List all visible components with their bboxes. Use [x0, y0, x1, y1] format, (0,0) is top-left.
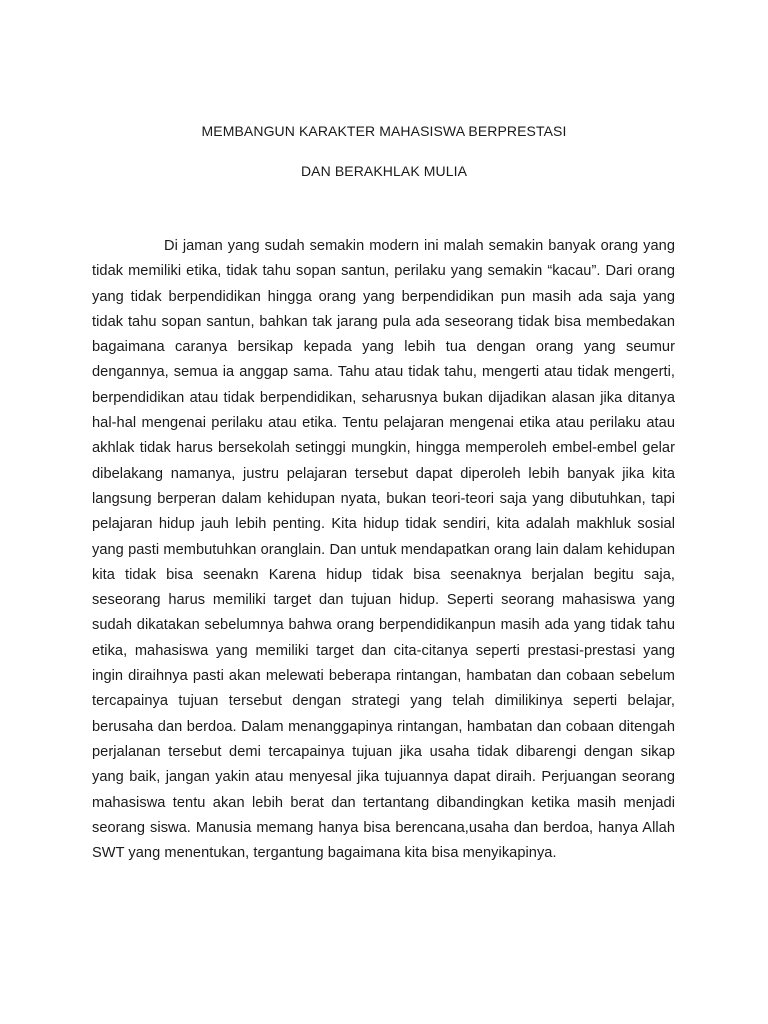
- document-title-line-1: MEMBANGUN KARAKTER MAHASISWA BERPRESTASI: [201, 123, 567, 139]
- document-title-line-2: DAN BERAKHLAK MULIA: [300, 163, 468, 179]
- body-paragraph: Di jaman yang sudah semakin modern ini malah semakin banyak orang yang tidak memiliki etika, tidak tahu sopan santun, perilaku yang semakin “kacau”. Dari orang yang tidak berpendidikan hingga orang yang berpendidikan pun masih ada saja yang tidak tahu sopan santun, bahkan tak jarang pula ada seseorang tidak bisa membedakan bagaimana caranya bersikap kepada yang lebih tua dengan orang yang seumur dengannya, semua ia anggap sama. Tahu atau tidak tahu, mengerti atau tidak mengerti, berpendidikan atau tidak berpendidikan, seharusnya bukan dijadikan alasan jika ditanya hal-hal mengenai perilaku atau etika. Tentu pelajaran mengenai etika atau perilaku atau akhlak tidak harus bersekolah setinggi mungkin, hingga memperoleh embel-embel gelar dibelakang namanya, justru pelajaran tersebut dapat diperoleh lebih banyak jika kita langsung berperan dalam kehidupan nyata, bukan teori-teori saja yang dibutuhkan, tapi pelajaran hidup jauh lebih penting. Kita hidup tidak sendiri, kita adalah makhluk sosial yang pasti membutuhkan oranglain. Dan untuk mendapatkan orang lain dalam kehidupan kita tidak bisa seenakn Karena hidup tidak bisa seenaknya berjalan begitu saja, seseorang harus memiliki target dan tujuan hidup. Seperti seorang mahasiswa yang sudah dikatakan sebelumnya bahwa orang berpendidikanpun masih ada yang tidak tahu etika, mahasiswa yang memiliki target dan cita-citanya seperti prestasi-prestasi yang ingin diraihnya pasti akan melewati beberapa rintangan, hambatan dan cobaan sebelum tercapainya tujuan tersebut dengan strategi yang telah dimilikinya seperti belajar, berusaha dan berdoa. Dalam menanggapinya rintangan, hambatan dan cobaan ditengah perjalanan tersebut demi tercapainya tujuan jika usaha tidak dibarengi dengan sikap yang baik, jangan yakin atau menyesal jika tujuannya dapat diraih. Perjuangan seorang mahasiswa tentu akan lebih berat dan tertantang dibandingkan ketika masih menjadi seorang siswa. Manusia memang hanya bisa berencana,usaha dan berdoa, hanya Allah SWT yang menentukan, tergantung bagaimana kita bisa menyikapinya.: [92, 238, 675, 862]
